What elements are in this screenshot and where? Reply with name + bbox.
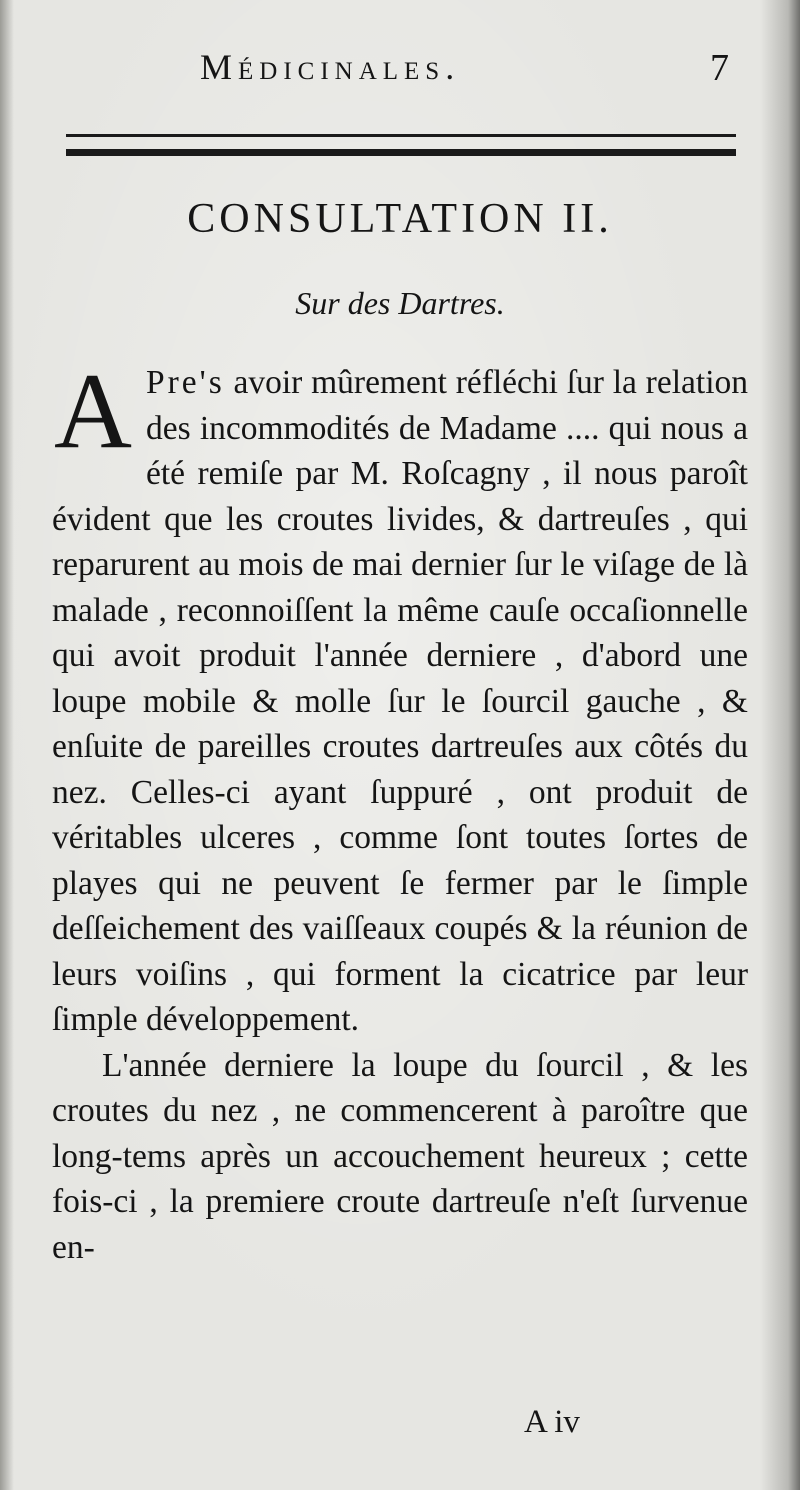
- drop-cap: A: [54, 352, 132, 471]
- paragraph-1: [52, 352, 748, 1043]
- section-title: CONSULTATION II.: [187, 196, 613, 242]
- paragraph-1-first-words: Pre's: [146, 364, 225, 401]
- running-title: Médicinales.: [200, 47, 461, 87]
- body-text: [52, 352, 748, 1270]
- page-header: [0, 46, 800, 106]
- paragraph-2: L'année derniere la loupe du ſourcil , & les croutes du nez , ne commencerent à paroître que long-tems après un accouchement heureux ; cette fois-ci , la premiere croute dartreuſe n'eſt ſurvenue en-: [52, 1046, 748, 1266]
- signature-mark: A iv: [524, 1404, 580, 1440]
- header-rule-divider: [66, 134, 736, 156]
- section-subtitle: Sur des Dartres.: [295, 285, 505, 321]
- paragraph-1-text: avoir mûrement réfléchi ſur la relation des incommodités de Madame .... qui nous a été remiſe par M. Roſcagny , il nous paroît évident que les croutes livides, & dartreuſes , qui reparurent au mois de mai dernier ſur le viſage de là malade , reconnoiſſent la même cauſe occaſionnelle qui avoit produit l'année derniere , d'abord une loupe mobile & molle ſur le ſourcil gauche , & enſuite de pareilles croutes dartreuſes aux côtés du nez. Celles-ci ayant ſuppuré , ont produit de véritables ulceres , comme ſont toutes ſortes de playes qui ne peuvent ſe fermer par le ſimple deſſeichement des vaiſſeaux coupés & la réunion de leurs voiſins , qui forment la cicatrice par leur ſimple développement.: [52, 364, 748, 1038]
- page-number: 7: [710, 47, 729, 89]
